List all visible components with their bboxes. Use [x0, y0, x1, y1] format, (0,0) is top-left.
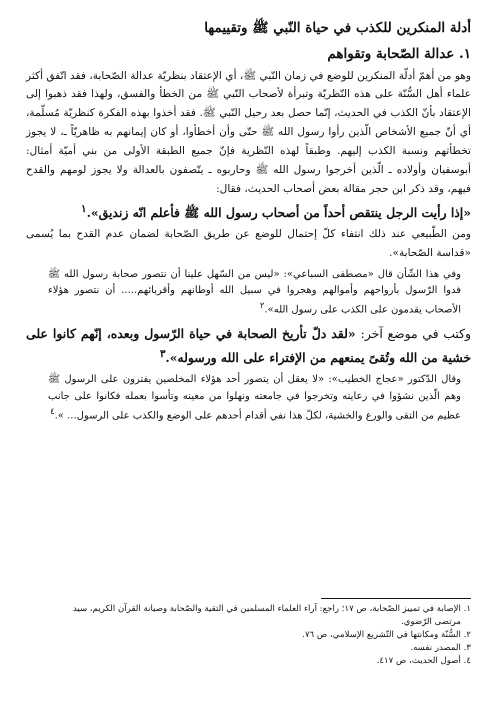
khatib-quote-block — [48, 372, 461, 424]
footnote-3: ٣. المصدر نفسه. — [410, 642, 471, 653]
footnote-1-text: ١. الإصابة في تمييز الصّحابة، ص ١٧؛ راجع: آراء العلماء المسلمين في التقية والصّحابة وصيانة القرآن الكريم، سيد — [72, 604, 471, 614]
paragraph-sanctity: ومن الطّبيعي عند ذلك انتفاء كلّ إحتمال للوضع عن طريق الصّحابة لضمان عدم القدح بما يُسمى «قداسة الصّحابة». — [26, 228, 471, 260]
footnote-divider — [321, 598, 471, 599]
footnote-1 — [26, 603, 471, 616]
second-quote-text: «لقد دلّ تأريخ الصحابة في حياة الرّسول وبعده، إنّهم كانوا على خشية من الله وتُقىً يمنعهم من الإفتراء على الله ورسوله». — [26, 325, 471, 365]
footnote-2: ٢. السُّنّة ومكانتها في التّشريع الإسلامي، ص ٧٦. — [302, 629, 471, 640]
sibai-quote-text: وفي هذا الشّأن قال «مصطفى السباعي»: «ليس من السّهل علينا أن نتصور صحابة رسول الله ﷺ فدوا الرّسول بأرواحهم وأموالهم وهجروا في سبيل الله أوطانهم وأقربائهم..... أن نتصور هؤلاء الأصحاب يقدمون على الكذب على رسول الله». — [48, 268, 461, 316]
section-heading: ١. عدالة الصّحابة وتقواهم — [327, 46, 471, 63]
footnote-ref-4: ٤ — [50, 405, 55, 416]
sibai-quote-block — [48, 267, 461, 319]
footnote-ref-3: ٣ — [159, 347, 166, 360]
footnotes — [26, 598, 471, 667]
paragraph-main: وهو من أهمّ أدلّة المنكرين للوضع في زمان النّبي ﷺ، أي الإعتقاد بنظريّة عدالة الصّحابة، فقد اتّفق أكثر علماء أهل السُّنّة على هذه النّظريّة وتبرأة لأصحاب النّبي ﷺ من الخطأ والفسق، ولهذا فقد ذهبوا إلى الإعتقاد بأنّ الكذب في الحديث، إنّما حصل بعد رحيل النّبي ﷺ. فقد أخذوا بهذه الفكرة كنظريّة مُسلّمة، أي أنّ جميع الأشخاص الّذين رأوا رسول الله ﷺ حتّى وأن أخطأوا، أو كان إيمانهم به ظاهريّاً ـ، لا يجوز تخطأتهم ونسبة الكذب إليهم. وطبقاً لهذه النّظرية فإنّ جميع الطبقة الأولى من بني أميّة أمثال: أبوسفيان وأولاده ـ الّذين أخرجوا رسول الله ﷺ وحاربوه ـ يتّصفون بالعدالة ولا يجوز لومهم والقدح فيهم، وقد ذكر ابن حجر مقالة بعض أصحاب الحديث، فقال: — [26, 69, 471, 195]
footnote-1-continuation: مرتضى الرّضوي. — [400, 616, 461, 627]
footnote-4: ٤. أصول الحديث، ص ٤١٧. — [376, 655, 471, 666]
footnote-ref-2: ٢ — [259, 300, 265, 311]
khatib-quote-text: وقال الدّكتور «عجاج الخطيب»: «لا يعقل أن يتصور أحد هؤلاء المخلصين يفترون على الرسول ﷺ وهم الّذين نشؤوا في رعايته وتخرجوا في جامعته ونهلوا من معينه وتأسوا بعمله فكانوا على جانب عظيم من التقى والورع والخشية، لكلّ هذا نفي أقدام أحدهم على الوضع والكذب على الرسول... ». — [48, 374, 461, 422]
chapter-title: أدلة المنكرين للكذب في حياة النّبي ﷺ وتقييمها — [204, 20, 471, 36]
second-quote — [26, 323, 471, 369]
footnote-ref-1: ١ — [81, 203, 87, 216]
ibn-hajar-quote-text: «إذا رأيت الرجل ينتقص أحداً من أصحاب رسول الله ﷺ فأعلم انّه زنديق». — [86, 205, 471, 221]
second-quote-lead: وكتب في موضع آخر: — [360, 325, 472, 341]
ibn-hajar-quote — [26, 200, 471, 224]
